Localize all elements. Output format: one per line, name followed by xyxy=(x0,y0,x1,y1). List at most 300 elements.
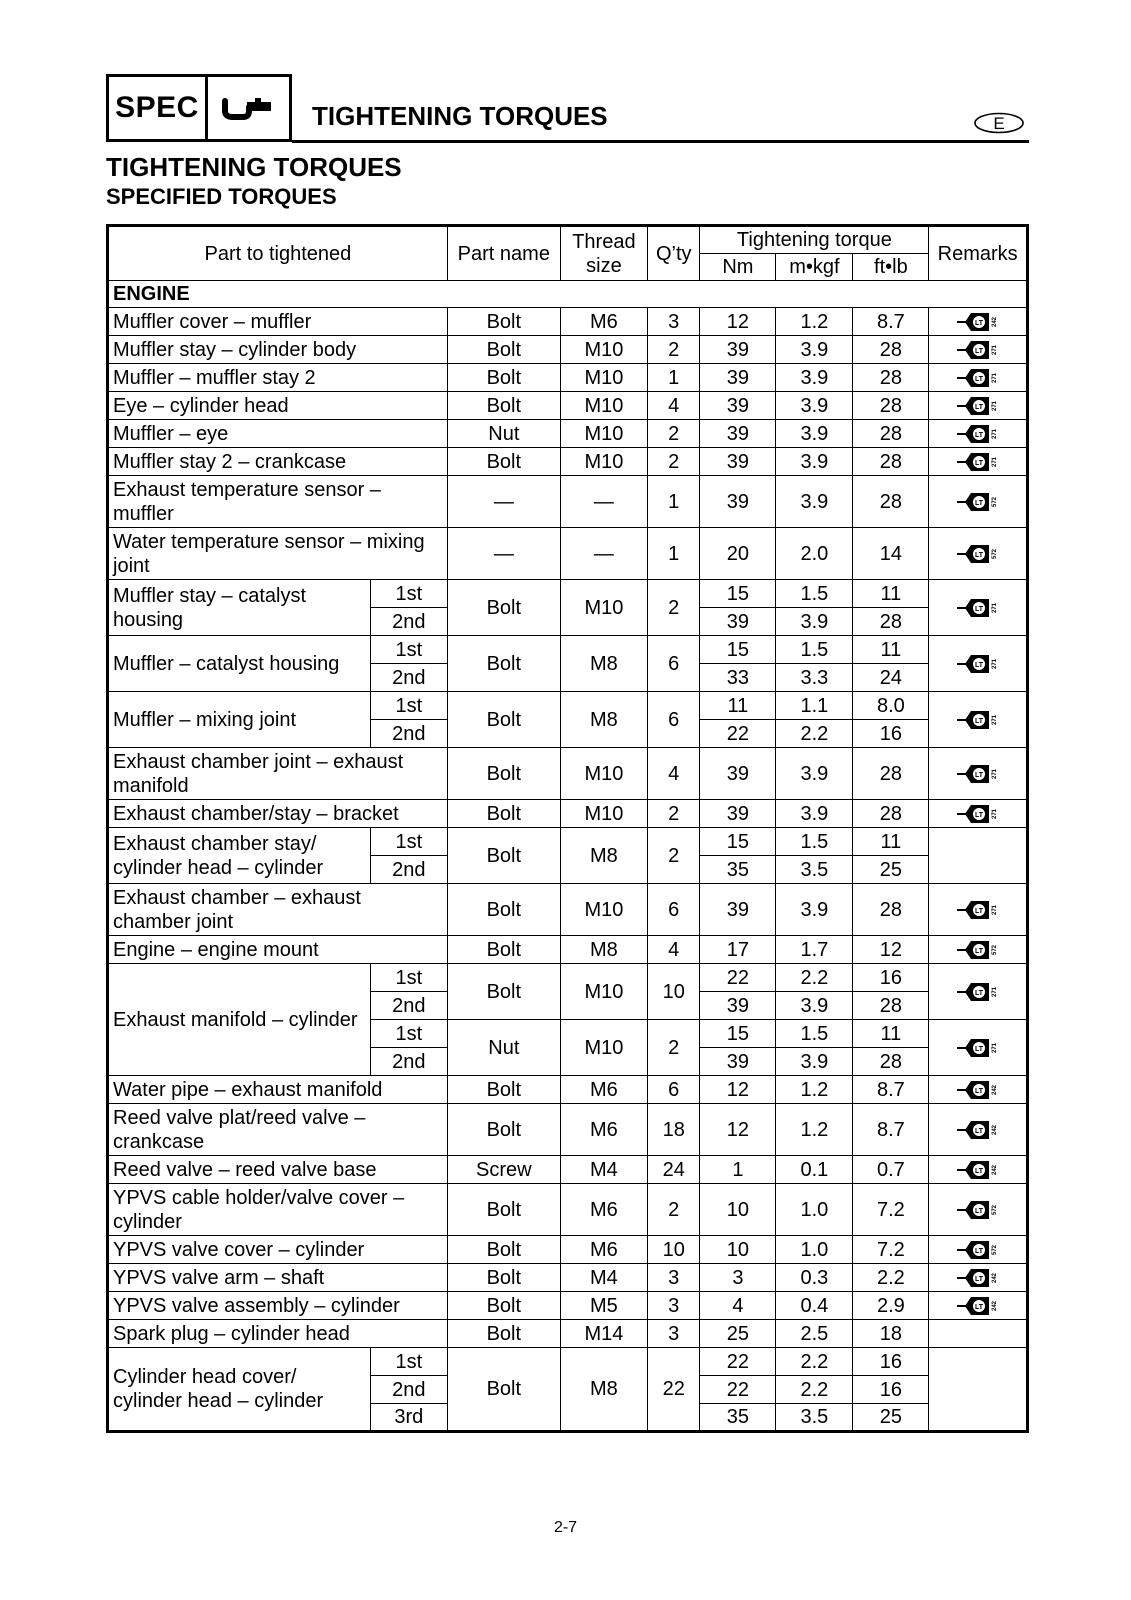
language-badge-label: E xyxy=(993,114,1005,133)
thread-size: M6 xyxy=(560,308,647,336)
torque-nm: 39 xyxy=(700,884,776,936)
torque-nm: 39 xyxy=(700,1048,776,1076)
header-mkgf: m•kgf xyxy=(776,254,853,281)
table-row xyxy=(108,636,1028,664)
torque-nm: 33 xyxy=(700,664,776,692)
torque-ftlb: 28 xyxy=(853,392,929,420)
svg-text:572: 572 xyxy=(991,944,998,955)
remarks-cell xyxy=(929,800,1028,828)
torque-nm: 12 xyxy=(700,1104,776,1156)
table-row xyxy=(108,1104,1028,1156)
thread-size: M10 xyxy=(560,800,647,828)
quantity: 3 xyxy=(648,308,700,336)
torque-nm: 20 xyxy=(700,528,776,580)
quantity: 6 xyxy=(648,884,700,936)
part-name: Bolt xyxy=(447,1236,560,1264)
thread-size: M6 xyxy=(560,1104,647,1156)
header-torque: Tightening torque xyxy=(700,226,929,254)
svg-text:LT: LT xyxy=(974,947,983,955)
torque-mkgf: 2.2 xyxy=(776,964,853,992)
remarks-cell xyxy=(929,636,1028,692)
table-row xyxy=(108,336,1028,364)
torque-ftlb: 8.7 xyxy=(853,308,929,336)
svg-text:242: 242 xyxy=(991,1164,998,1175)
torque-nm: 39 xyxy=(700,448,776,476)
table-row xyxy=(108,828,1028,856)
tightening-step: 2nd xyxy=(370,992,447,1020)
language-badge xyxy=(973,112,1025,134)
part-description: Cylinder head cover/ cylinder head – cylinder xyxy=(108,1348,371,1432)
torque-mkgf: 1.1 xyxy=(776,692,853,720)
torque-mkgf: 1.0 xyxy=(776,1184,853,1236)
part-name: Bolt xyxy=(447,1076,560,1104)
torque-ftlb: 25 xyxy=(853,1404,929,1432)
torque-ftlb: 11 xyxy=(853,1020,929,1048)
part-description: Exhaust chamber/stay – bracket xyxy=(108,800,448,828)
torque-table xyxy=(106,224,1029,1433)
torque-mkgf: 1.2 xyxy=(776,1104,853,1156)
quantity: 18 xyxy=(648,1104,700,1156)
header-rule xyxy=(292,140,1029,143)
remarks-cell xyxy=(929,392,1028,420)
quantity: 2 xyxy=(648,336,700,364)
torque-mkgf: 2.2 xyxy=(776,1376,853,1404)
svg-text:LT: LT xyxy=(974,375,983,383)
locking-agent-icon xyxy=(955,1117,1001,1143)
torque-nm: 15 xyxy=(700,636,776,664)
thread-size: — xyxy=(560,528,647,580)
torque-nm: 15 xyxy=(700,580,776,608)
table-row xyxy=(108,1292,1028,1320)
svg-text:LT: LT xyxy=(974,459,983,467)
svg-text:271: 271 xyxy=(991,808,998,819)
torque-nm: 22 xyxy=(700,1348,776,1376)
remarks-cell xyxy=(929,828,1028,884)
torque-mkgf: 2.5 xyxy=(776,1320,853,1348)
locking-agent-icon xyxy=(955,761,1001,787)
locking-agent-icon xyxy=(955,937,1001,963)
torque-mkgf: 3.9 xyxy=(776,1048,853,1076)
page-number: 2-7 xyxy=(553,1519,578,1536)
part-name: Bolt xyxy=(447,828,560,884)
svg-text:242: 242 xyxy=(991,1124,998,1135)
torque-mkgf: 1.7 xyxy=(776,936,853,964)
part-description: Reed valve – reed valve base xyxy=(108,1156,448,1184)
torque-ftlb: 11 xyxy=(853,580,929,608)
svg-text:572: 572 xyxy=(991,496,998,507)
svg-text:LT: LT xyxy=(974,499,983,507)
torque-nm: 17 xyxy=(700,936,776,964)
quantity: 2 xyxy=(648,580,700,636)
table-row xyxy=(108,1348,1028,1376)
thread-size: M10 xyxy=(560,336,647,364)
torque-ftlb: 16 xyxy=(853,1376,929,1404)
remarks-cell xyxy=(929,448,1028,476)
part-description: Muffler – muffler stay 2 xyxy=(108,364,448,392)
torque-mkgf: 3.5 xyxy=(776,1404,853,1432)
locking-agent-icon xyxy=(955,541,1001,567)
quantity: 2 xyxy=(648,800,700,828)
header-part-name: Part name xyxy=(447,226,560,281)
torque-ftlb: 24 xyxy=(853,664,929,692)
quantity: 22 xyxy=(648,1348,700,1432)
table-row xyxy=(108,364,1028,392)
svg-text:242: 242 xyxy=(991,316,998,327)
remarks-cell xyxy=(929,964,1028,1020)
tightening-step: 1st xyxy=(370,580,447,608)
svg-text:LT: LT xyxy=(974,431,983,439)
quantity: 1 xyxy=(648,364,700,392)
table-row xyxy=(108,448,1028,476)
part-description: YPVS valve arm – shaft xyxy=(108,1264,448,1292)
torque-nm: 22 xyxy=(700,1376,776,1404)
svg-text:572: 572 xyxy=(991,1244,998,1255)
thread-size: M10 xyxy=(560,580,647,636)
thread-size: M8 xyxy=(560,936,647,964)
thread-size: — xyxy=(560,476,647,528)
part-description: Muffler – catalyst housing xyxy=(108,636,371,692)
part-name: Bolt xyxy=(447,748,560,800)
svg-text:LT: LT xyxy=(974,717,983,725)
locking-agent-icon xyxy=(955,337,1001,363)
thread-size: M8 xyxy=(560,692,647,748)
header-remarks: Remarks xyxy=(929,226,1028,281)
torque-nm: 12 xyxy=(700,1076,776,1104)
torque-ftlb: 0.7 xyxy=(853,1156,929,1184)
part-name: Bolt xyxy=(447,636,560,692)
quantity: 2 xyxy=(648,828,700,884)
locking-agent-icon xyxy=(955,1197,1001,1223)
torque-ftlb: 28 xyxy=(853,420,929,448)
torque-nm: 11 xyxy=(700,692,776,720)
locking-agent-icon xyxy=(955,421,1001,447)
torque-mkgf: 3.9 xyxy=(776,748,853,800)
remarks-cell xyxy=(929,936,1028,964)
torque-nm: 39 xyxy=(700,748,776,800)
torque-mkgf: 3.9 xyxy=(776,800,853,828)
thread-size: M4 xyxy=(560,1156,647,1184)
torque-mkgf: 3.9 xyxy=(776,336,853,364)
locking-agent-icon xyxy=(955,393,1001,419)
torque-mkgf: 1.5 xyxy=(776,636,853,664)
header-part: Part to tightened xyxy=(108,226,448,281)
table-row xyxy=(108,748,1028,800)
locking-agent-icon xyxy=(955,309,1001,335)
torque-nm: 3 xyxy=(700,1264,776,1292)
svg-text:271: 271 xyxy=(991,714,998,725)
locking-agent-icon xyxy=(955,449,1001,475)
torque-mkgf: 0.4 xyxy=(776,1292,853,1320)
torque-ftlb: 2.2 xyxy=(853,1264,929,1292)
header-qty: Q’ty xyxy=(648,226,700,281)
torque-mkgf: 1.2 xyxy=(776,1076,853,1104)
torque-mkgf: 3.5 xyxy=(776,856,853,884)
tightening-step: 2nd xyxy=(370,1048,447,1076)
quantity: 24 xyxy=(648,1156,700,1184)
locking-agent-icon xyxy=(955,489,1001,515)
remarks-cell xyxy=(929,336,1028,364)
torque-mkgf: 3.9 xyxy=(776,364,853,392)
part-description: Exhaust manifold – cylinder xyxy=(108,964,371,1076)
svg-text:271: 271 xyxy=(991,372,998,383)
torque-nm: 15 xyxy=(700,1020,776,1048)
quantity: 10 xyxy=(648,1236,700,1264)
thread-size: M10 xyxy=(560,448,647,476)
part-description: Exhaust temperature sensor – muffler xyxy=(108,476,448,528)
locking-agent-icon xyxy=(955,651,1001,677)
part-description: Exhaust chamber stay/ cylinder head – cylinder xyxy=(108,828,371,884)
torque-table-body xyxy=(108,281,1028,1432)
torque-ftlb: 28 xyxy=(853,476,929,528)
torque-nm: 35 xyxy=(700,856,776,884)
torque-mkgf: 3.9 xyxy=(776,392,853,420)
torque-ftlb: 14 xyxy=(853,528,929,580)
svg-text:271: 271 xyxy=(991,344,998,355)
tightening-step: 1st xyxy=(370,828,447,856)
remarks-cell xyxy=(929,884,1028,936)
header-nm: Nm xyxy=(700,254,776,281)
tightening-step: 2nd xyxy=(370,856,447,884)
torque-nm: 39 xyxy=(700,992,776,1020)
table-row xyxy=(108,1076,1028,1104)
table-row xyxy=(108,476,1028,528)
remarks-cell xyxy=(929,420,1028,448)
torque-ftlb: 16 xyxy=(853,1348,929,1376)
torque-mkgf: 3.3 xyxy=(776,664,853,692)
remarks-cell xyxy=(929,1292,1028,1320)
torque-ftlb: 28 xyxy=(853,608,929,636)
remarks-cell xyxy=(929,528,1028,580)
quantity: 6 xyxy=(648,692,700,748)
svg-text:LT: LT xyxy=(974,403,983,411)
part-name: — xyxy=(447,528,560,580)
part-description: Muffler – mixing joint xyxy=(108,692,371,748)
svg-text:LT: LT xyxy=(974,347,983,355)
torque-ftlb: 7.2 xyxy=(853,1184,929,1236)
thread-size: M8 xyxy=(560,1348,647,1432)
part-description: Exhaust chamber joint – exhaust manifold xyxy=(108,748,448,800)
torque-mkgf: 1.5 xyxy=(776,1020,853,1048)
torque-nm: 22 xyxy=(700,964,776,992)
quantity: 1 xyxy=(648,528,700,580)
tightening-step: 2nd xyxy=(370,720,447,748)
remarks-cell xyxy=(929,1348,1028,1432)
tightening-step: 2nd xyxy=(370,664,447,692)
svg-text:LT: LT xyxy=(974,771,983,779)
remarks-cell xyxy=(929,580,1028,636)
quantity: 2 xyxy=(648,1020,700,1076)
locking-agent-icon xyxy=(955,707,1001,733)
svg-text:LT: LT xyxy=(974,1275,983,1283)
part-name: Nut xyxy=(447,420,560,448)
remarks-cell xyxy=(929,1264,1028,1292)
torque-mkgf: 3.9 xyxy=(776,448,853,476)
part-name: Screw xyxy=(447,1156,560,1184)
tightening-step: 2nd xyxy=(370,608,447,636)
svg-text:LT: LT xyxy=(974,1045,983,1053)
svg-text:242: 242 xyxy=(991,1084,998,1095)
part-description: Engine – engine mount xyxy=(108,936,448,964)
thread-size: M8 xyxy=(560,636,647,692)
table-row xyxy=(108,800,1028,828)
torque-nm: 10 xyxy=(700,1236,776,1264)
part-description: Muffler stay – catalyst housing xyxy=(108,580,371,636)
part-description: Water temperature sensor – mixing joint xyxy=(108,528,448,580)
table-row xyxy=(108,964,1028,992)
torque-nm: 39 xyxy=(700,336,776,364)
remarks-cell xyxy=(929,1020,1028,1076)
locking-agent-icon xyxy=(955,1077,1001,1103)
torque-nm: 35 xyxy=(700,1404,776,1432)
part-name: Bolt xyxy=(447,1292,560,1320)
quantity: 6 xyxy=(648,1076,700,1104)
part-description: YPVS valve cover – cylinder xyxy=(108,1236,448,1264)
torque-mkgf: 1.5 xyxy=(776,828,853,856)
svg-text:271: 271 xyxy=(991,456,998,467)
torque-mkgf: 0.3 xyxy=(776,1264,853,1292)
table-row xyxy=(108,308,1028,336)
torque-nm: 39 xyxy=(700,476,776,528)
table-row xyxy=(108,1156,1028,1184)
torque-ftlb: 25 xyxy=(853,856,929,884)
thread-size: M10 xyxy=(560,884,647,936)
locking-agent-icon xyxy=(955,979,1001,1005)
torque-ftlb: 16 xyxy=(853,964,929,992)
part-name: Bolt xyxy=(447,964,560,1020)
spec-label: SPEC xyxy=(109,77,208,139)
svg-text:271: 271 xyxy=(991,1042,998,1053)
remarks-cell xyxy=(929,748,1028,800)
page-title: TIGHTENING TORQUES xyxy=(106,152,402,182)
locking-agent-icon xyxy=(955,1293,1001,1319)
torque-mkgf: 1.2 xyxy=(776,308,853,336)
page-subtitle: SPECIFIED TORQUES xyxy=(106,184,337,209)
torque-mkgf: 3.9 xyxy=(776,884,853,936)
part-name: Bolt xyxy=(447,392,560,420)
svg-text:LT: LT xyxy=(974,605,983,613)
table-row xyxy=(108,1184,1028,1236)
quantity: 3 xyxy=(648,1320,700,1348)
part-name: Bolt xyxy=(447,580,560,636)
svg-text:271: 271 xyxy=(991,768,998,779)
svg-text:LT: LT xyxy=(974,1247,983,1255)
torque-ftlb: 8.7 xyxy=(853,1104,929,1156)
torque-ftlb: 16 xyxy=(853,720,929,748)
torque-nm: 25 xyxy=(700,1320,776,1348)
torque-mkgf: 3.9 xyxy=(776,476,853,528)
thread-size: M10 xyxy=(560,748,647,800)
svg-text:LT: LT xyxy=(974,1207,983,1215)
thread-size: M6 xyxy=(560,1076,647,1104)
table-row xyxy=(108,580,1028,608)
remarks-cell xyxy=(929,1104,1028,1156)
torque-nm: 39 xyxy=(700,800,776,828)
part-description: Spark plug – cylinder head xyxy=(108,1320,448,1348)
part-description: Reed valve plat/reed valve – crankcase xyxy=(108,1104,448,1156)
remarks-cell xyxy=(929,476,1028,528)
torque-ftlb: 28 xyxy=(853,884,929,936)
table-row xyxy=(108,1264,1028,1292)
table-row xyxy=(108,1236,1028,1264)
svg-text:572: 572 xyxy=(991,548,998,559)
thread-size: M10 xyxy=(560,364,647,392)
locking-agent-icon xyxy=(955,595,1001,621)
svg-text:LT: LT xyxy=(974,907,983,915)
part-name: Bolt xyxy=(447,1104,560,1156)
remarks-cell xyxy=(929,1156,1028,1184)
quantity: 4 xyxy=(648,392,700,420)
header-ftlb: ft•lb xyxy=(853,254,929,281)
quantity: 6 xyxy=(648,636,700,692)
tightening-step: 1st xyxy=(370,1020,447,1048)
remarks-cell xyxy=(929,1236,1028,1264)
svg-text:271: 271 xyxy=(991,986,998,997)
torque-ftlb: 28 xyxy=(853,800,929,828)
svg-text:572: 572 xyxy=(991,1204,998,1215)
svg-text:LT: LT xyxy=(974,319,983,327)
torque-ftlb: 28 xyxy=(853,448,929,476)
part-name: Bolt xyxy=(447,1184,560,1236)
thread-size: M10 xyxy=(560,1020,647,1076)
part-name: Bolt xyxy=(447,448,560,476)
remarks-cell xyxy=(929,1320,1028,1348)
svg-text:LT: LT xyxy=(974,551,983,559)
thread-size: M6 xyxy=(560,1236,647,1264)
svg-text:LT: LT xyxy=(974,1127,983,1135)
tightening-step: 1st xyxy=(370,692,447,720)
part-description: Water pipe – exhaust manifold xyxy=(108,1076,448,1104)
thread-size: M6 xyxy=(560,1184,647,1236)
quantity: 10 xyxy=(648,964,700,1020)
quantity: 4 xyxy=(648,936,700,964)
part-name: Bolt xyxy=(447,336,560,364)
tightening-step: 3rd xyxy=(370,1404,447,1432)
part-name: — xyxy=(447,476,560,528)
svg-text:271: 271 xyxy=(991,904,998,915)
part-description: Muffler stay 2 – crankcase xyxy=(108,448,448,476)
torque-nm: 39 xyxy=(700,608,776,636)
part-description: Muffler – eye xyxy=(108,420,448,448)
section-header-title: TIGHTENING TORQUES xyxy=(312,101,608,131)
svg-text:LT: LT xyxy=(974,1087,983,1095)
torque-mkgf: 2.0 xyxy=(776,528,853,580)
remarks-cell xyxy=(929,308,1028,336)
table-row xyxy=(108,936,1028,964)
thread-size: M10 xyxy=(560,964,647,1020)
svg-text:271: 271 xyxy=(991,400,998,411)
svg-text:242: 242 xyxy=(991,1272,998,1283)
torque-ftlb: 11 xyxy=(853,636,929,664)
part-description: YPVS cable holder/valve cover – cylinder xyxy=(108,1184,448,1236)
svg-text:LT: LT xyxy=(974,1303,983,1311)
locking-agent-icon xyxy=(955,1265,1001,1291)
part-name: Bolt xyxy=(447,800,560,828)
svg-text:242: 242 xyxy=(991,1300,998,1311)
svg-text:LT: LT xyxy=(974,811,983,819)
torque-nm: 15 xyxy=(700,828,776,856)
torque-ftlb: 7.2 xyxy=(853,1236,929,1264)
torque-ftlb: 18 xyxy=(853,1320,929,1348)
remarks-cell xyxy=(929,1076,1028,1104)
header-thread-size: Thread size xyxy=(560,226,647,281)
locking-agent-icon xyxy=(955,1035,1001,1061)
torque-ftlb: 28 xyxy=(853,336,929,364)
torque-mkgf: 3.9 xyxy=(776,608,853,636)
torque-ftlb: 11 xyxy=(853,828,929,856)
torque-ftlb: 28 xyxy=(853,748,929,800)
torque-nm: 39 xyxy=(700,420,776,448)
torque-ftlb: 2.9 xyxy=(853,1292,929,1320)
